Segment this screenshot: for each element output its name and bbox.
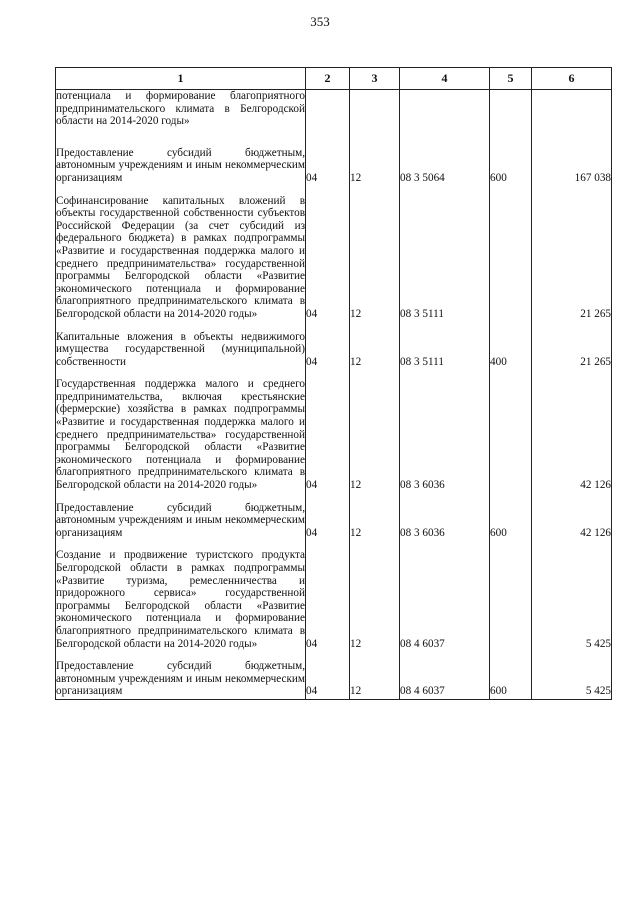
table-row [56, 186, 612, 322]
row-section-code: 04 [306, 369, 350, 492]
header-col-2: 2 [306, 68, 350, 90]
row-amount: 167 038 [532, 129, 612, 186]
row-target-code: 08 3 6036 [400, 369, 490, 492]
row-subsection-code: 12 [350, 651, 400, 699]
row-subsection-code: 12 [350, 322, 400, 370]
row-description: потенциала и формирование благоприятного предпринимательского климата в Белгородской области на 2014-2020 годы» [56, 90, 305, 128]
header-col-5: 5 [490, 68, 532, 90]
row-amount: 5 425 [532, 540, 612, 651]
row-amount: 5 425 [532, 651, 612, 699]
header-col-6: 6 [532, 68, 612, 90]
row-section-code: 04 [306, 651, 350, 699]
table-row [56, 369, 612, 492]
row-amount: 21 265 [532, 322, 612, 370]
row-target-code: 08 3 5064 [400, 129, 490, 186]
row-target-code: 08 3 6036 [400, 493, 490, 541]
row-subsection-code: 12 [350, 540, 400, 651]
table-row [56, 322, 612, 370]
row-amount: 42 126 [532, 493, 612, 541]
row-expense-type: 600 [490, 129, 532, 186]
table-row [56, 540, 612, 651]
row-expense-type: 600 [490, 651, 532, 699]
row-description: Предоставление субсидий бюджетным, автономным учреждениям и иным некоммерческим организациям [56, 493, 306, 541]
table-row [56, 651, 612, 699]
row-section-code: 04 [306, 322, 350, 370]
row-target-code: 08 3 5111 [400, 186, 490, 322]
budget-table [55, 67, 612, 700]
row-expense-type [490, 186, 532, 322]
row-subsection-code: 12 [350, 369, 400, 492]
table-row [56, 493, 612, 541]
row-amount: 42 126 [532, 369, 612, 492]
row-description: Предоставление субсидий бюджетным, автономным учреждениям и иным некоммерческим организациям [56, 651, 306, 699]
row-target-code: 08 4 6037 [400, 540, 490, 651]
row-expense-type: 600 [490, 493, 532, 541]
table-header-row [56, 68, 612, 90]
row-section-code: 04 [306, 540, 350, 651]
table-row-continuation [56, 90, 612, 129]
row-target-code: 08 3 5111 [400, 322, 490, 370]
header-col-1: 1 [56, 68, 306, 90]
row-target-code: 08 4 6037 [400, 651, 490, 699]
row-subsection-code: 12 [350, 186, 400, 322]
row-expense-type [490, 369, 532, 492]
row-subsection-code: 12 [350, 129, 400, 186]
row-description: Софинансирование капитальных вложений в объекты государственной собственности субъектов Российской Федерации (за счет субсидий из федерального бюджета) в рамках подпрограммы «Развитие и государственная поддержка малого и среднего предпринимательства» государственной программы Белгородской области «Развитие экономического потенциала и формирование благоприятного предпринимательского климата в Белгородской области на 2014-2020 годы» [56, 186, 306, 322]
row-description: Предоставление субсидий бюджетным, автономным учреждениям и иным некоммерческим организациям [56, 129, 306, 186]
row-section-code: 04 [306, 186, 350, 322]
header-col-3: 3 [350, 68, 400, 90]
header-col-4: 4 [400, 68, 490, 90]
row-expense-type: 400 [490, 322, 532, 370]
row-section-code: 04 [306, 129, 350, 186]
row-description: Государственная поддержка малого и среднего предпринимательства, включая крестьянские (фермерские) хозяйства в рамках подпрограммы «Развитие и государственная поддержка малого и среднего предпринимательства» государственной программы Белгородской области «Развитие экономического потенциала и формирование благоприятного предпринимательского климата в Белгородской области на 2014-2020 годы» [56, 369, 306, 492]
row-subsection-code: 12 [350, 493, 400, 541]
row-description: Создание и продвижение туристского продукта Белгородской области в рамках подпрограммы «Развитие туризма, ремесленничества и придорожного сервиса» государственной программы Белгородской области «Развитие экономического потенциала и формирование благоприятного предпринимательского климата в Белгородской области на 2014-2020 годы» [56, 540, 306, 651]
row-description: Капитальные вложения в объекты недвижимого имущества государственной (муниципальной) собственности [56, 322, 306, 370]
row-section-code: 04 [306, 493, 350, 541]
row-amount: 21 265 [532, 186, 612, 322]
row-expense-type [490, 540, 532, 651]
page-number: 353 [310, 14, 330, 29]
table-row [56, 129, 612, 186]
